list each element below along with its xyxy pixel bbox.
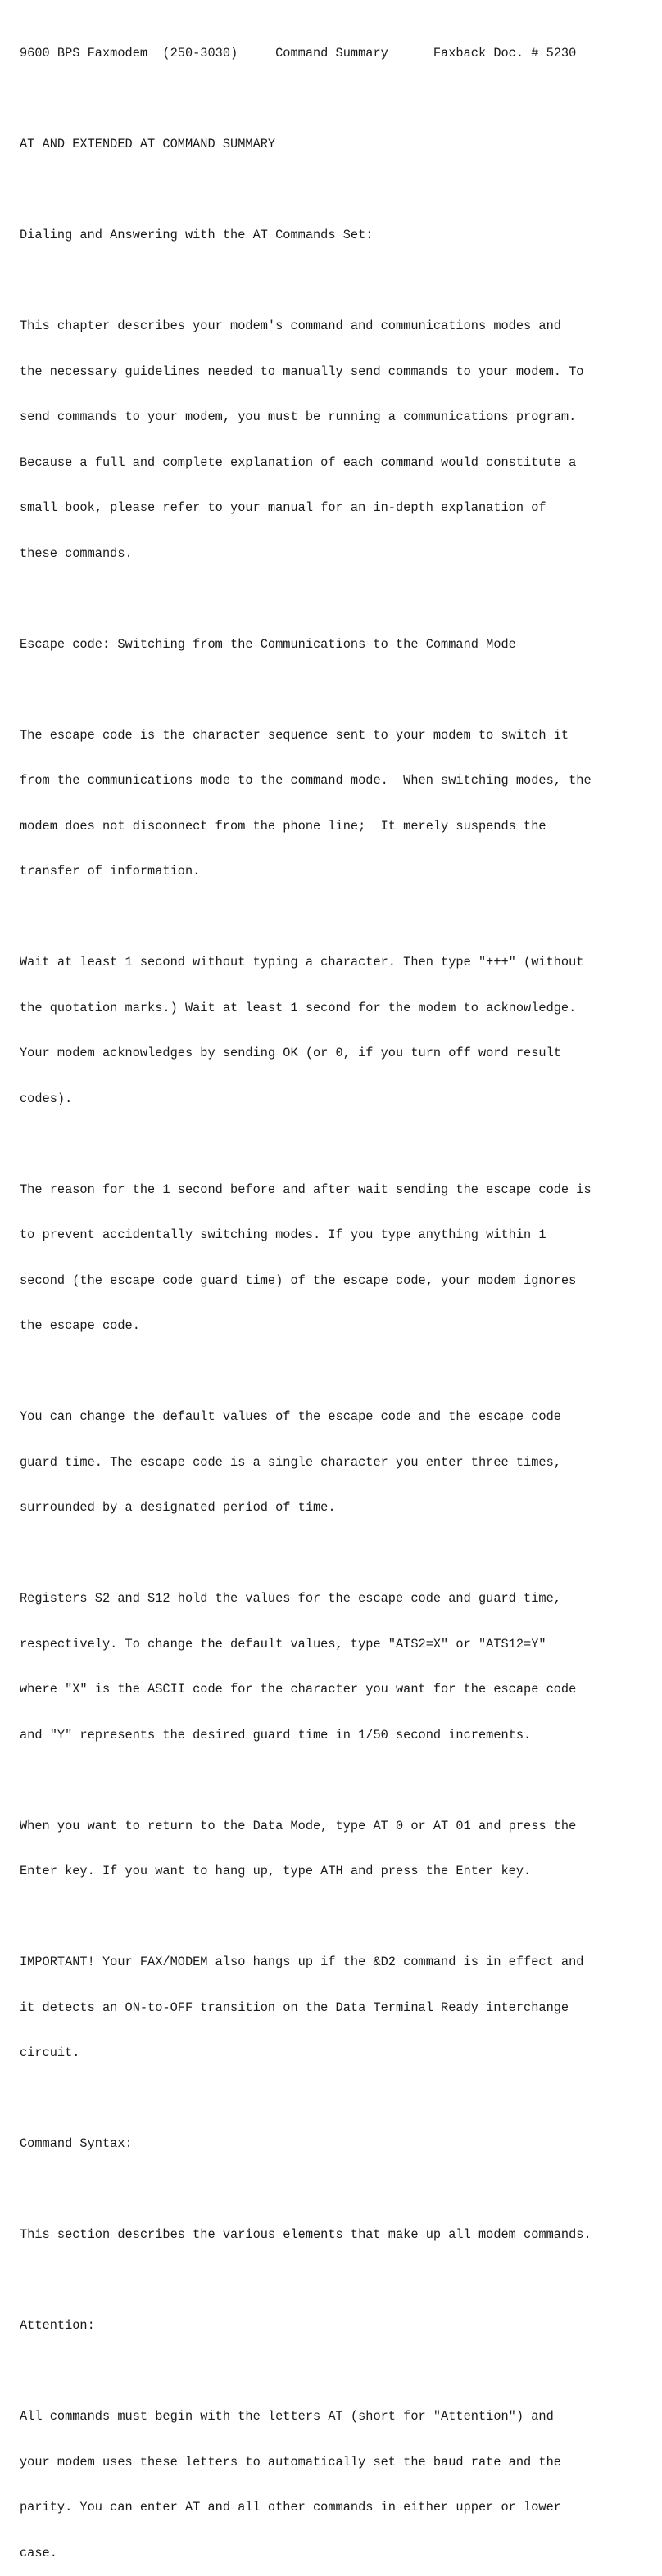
paragraph-line: You can change the default values of the escape code and the escape code bbox=[20, 1409, 561, 1424]
paragraph-line: circuit. bbox=[20, 2045, 80, 2060]
paragraph-line: The reason for the 1 second before and after wait sending the escape code is bbox=[20, 1182, 592, 1197]
paragraph-line: All commands must begin with the letters AT (short for "Attention") and bbox=[20, 2409, 554, 2424]
paragraph-line: small book, please refer to your manual for an in-depth explanation of bbox=[20, 500, 546, 515]
paragraph-line: Wait at least 1 second without typing a character. Then type "+++" (without bbox=[20, 955, 584, 969]
blank-line bbox=[20, 1546, 655, 1561]
blank-line bbox=[20, 2091, 655, 2107]
section-heading-escape-code: Escape code: Switching from the Communications to the Command Mode bbox=[20, 636, 516, 652]
section-heading-attention: Attention: bbox=[20, 2318, 95, 2333]
blank-line bbox=[20, 1909, 655, 1925]
paragraph-line: the escape code. bbox=[20, 1318, 140, 1333]
paragraph-line: the necessary guidelines needed to manually send commands to your modem. To bbox=[20, 364, 584, 379]
paragraph-line: Registers S2 and S12 hold the values for the escape code and guard time, bbox=[20, 1591, 561, 1606]
paragraph-line: Because a full and complete explanation of each command would constitute a bbox=[20, 454, 577, 470]
paragraph-line: respectively. To change the default values, type "ATS2=X" or "ATS12=Y" bbox=[20, 1636, 546, 1652]
paragraph-line: guard time. The escape code is a single character you enter three times, bbox=[20, 1454, 561, 1470]
paragraph-line: Your modem acknowledges by sending OK (or 0, if you turn off word result bbox=[20, 1046, 561, 1060]
paragraph-line: from the communications mode to the command mode. When switching modes, the bbox=[20, 773, 592, 788]
blank-line bbox=[20, 682, 655, 698]
paragraph-line: parity. You can enter AT and all other commands in either upper or lower bbox=[20, 2500, 561, 2515]
paragraph-line: surrounded by a designated period of time. bbox=[20, 1500, 336, 1515]
document-text bbox=[20, 16, 655, 2576]
paragraph-line: your modem uses these letters to automatically set the baud rate and the bbox=[20, 2454, 561, 2470]
paragraph-line: This section describes the various elements that make up all modem commands. bbox=[20, 2227, 592, 2242]
paragraph-line: to prevent accidentally switching modes. If you type anything within 1 bbox=[20, 1227, 546, 1242]
paragraph-line: modem does not disconnect from the phone line; It merely suspends the bbox=[20, 818, 546, 834]
paragraph-line: it detects an ON-to-OFF transition on the Data Terminal Ready interchange bbox=[20, 2000, 569, 2015]
section-heading-command-syntax: Command Syntax: bbox=[20, 2136, 133, 2151]
blank-line bbox=[20, 591, 655, 607]
blank-line bbox=[20, 1137, 655, 1152]
paragraph-line: codes). bbox=[20, 1091, 73, 1106]
blank-line bbox=[20, 273, 655, 289]
paragraph-line: send commands to your modem, you must be running a communications program. bbox=[20, 409, 577, 424]
blank-line bbox=[20, 2273, 655, 2289]
paragraph-line: case. bbox=[20, 2545, 57, 2560]
header-line: 9600 BPS Faxmodem (250-3030) Command Summary Faxback Doc. # 5230 bbox=[20, 46, 577, 61]
paragraph-line: second (the escape code guard time) of the escape code, your modem ignores bbox=[20, 1272, 577, 1288]
paragraph-line: and "Y" represents the desired guard time in 1/50 second increments. bbox=[20, 1727, 532, 1742]
blank-line bbox=[20, 2182, 655, 2198]
blank-line bbox=[20, 92, 655, 107]
paragraph-line: these commands. bbox=[20, 545, 133, 561]
paragraph-line: transfer of information. bbox=[20, 864, 201, 879]
paragraph-line: Enter key. If you want to hang up, type ATH and press the Enter key. bbox=[20, 1864, 532, 1878]
blank-line bbox=[20, 2364, 655, 2379]
paragraph-line: the quotation marks.) Wait at least 1 second for the modem to acknowledge. bbox=[20, 1000, 577, 1015]
paragraph-line: IMPORTANT! Your FAX/MODEM also hangs up if the &D2 command is in effect and bbox=[20, 1955, 584, 1969]
blank-line bbox=[20, 1364, 655, 1380]
paragraph-line: where "X" is the ASCII code for the character you want for the escape code bbox=[20, 1682, 577, 1697]
paragraph-line: The escape code is the character sequence sent to your modem to switch it bbox=[20, 727, 569, 743]
paragraph-line: This chapter describes your modem's command and communications modes and bbox=[20, 319, 561, 333]
document-title: AT AND EXTENDED AT COMMAND SUMMARY bbox=[20, 137, 276, 151]
blank-line bbox=[20, 1773, 655, 1788]
blank-line bbox=[20, 910, 655, 925]
blank-line bbox=[20, 183, 655, 198]
paragraph-line: When you want to return to the Data Mode, type AT 0 or AT 01 and press the bbox=[20, 1818, 577, 1833]
section-heading-dialing: Dialing and Answering with the AT Commands Set: bbox=[20, 228, 374, 242]
